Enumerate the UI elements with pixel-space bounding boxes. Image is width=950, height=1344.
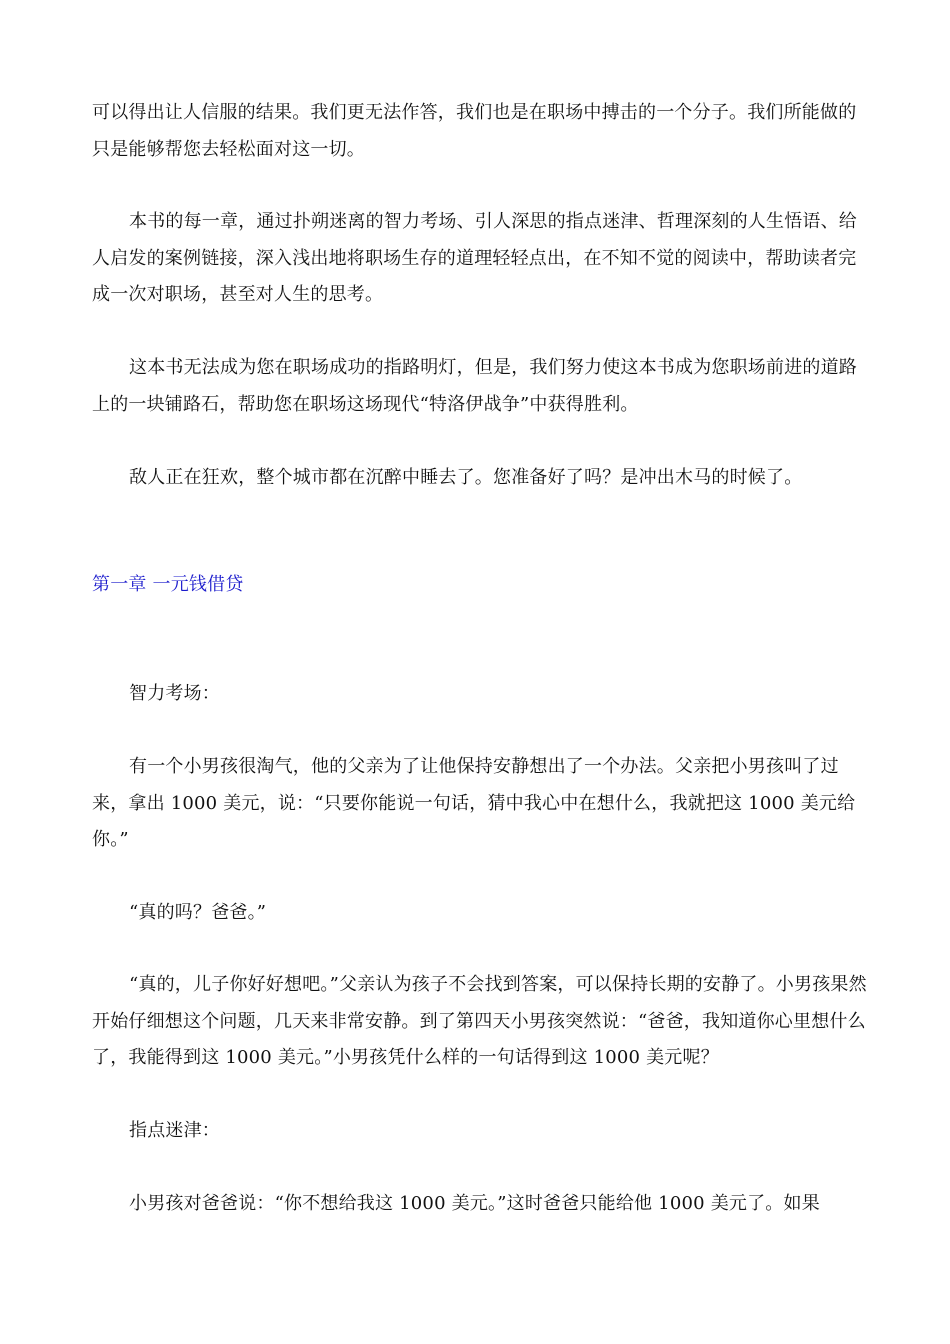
story-paragraph-setup: 有一个小男孩很淘气，他的父亲为了让他保持安静想出了一个办法。父亲把小男孩叫了过来，拿出 1000 美元，说：“只要你能说一句话，猜中我心中在想什么，我就把这 1000 美元给你。” xyxy=(92,756,856,850)
intro-paragraph-chapters: 本书的每一章，通过扑朔迷离的智力考场、引人深思的指点迷津、哲理深刻的人生悟语、给人启发的案例链接，深入浅出地将职场生存的道理轻轻点出，在不知不觉的阅读中，帮助读者完成一次对职场，甚至对人生的思考。 xyxy=(92,211,857,305)
section-heading-quiz: 智力考场： xyxy=(129,683,220,704)
intro-paragraph-trojan-horse: 敌人正在狂欢，整个城市都在沉醉中睡去了。您准备好了吗？是冲出木马的时候了。 xyxy=(129,467,803,488)
intro-paragraph-stepping-stone: 这本书无法成为您在职场成功的指路明灯，但是，我们努力使这本书成为您职场前进的道路上的一块铺路石，帮助您在职场这场现代“特洛伊战争”中获得胜利。 xyxy=(92,357,857,415)
story-paragraph-response: “真的，儿子你好好想吧。”父亲认为孩子不会找到答案，可以保持长期的安静了。小男孩果然开始仔细想这个问题，几天来非常安静。到了第四天小男孩突然说：“爸爸，我知道你心里想什么了，我能得到这 1000 美元。”小男孩凭什么样的一句话得到这 1000 美元呢？ xyxy=(92,974,867,1068)
answer-paragraph: 小男孩对爸爸说：“你不想给我这 1000 美元。”这时爸爸只能给他 1000 美元了。如果 xyxy=(129,1193,820,1214)
story-paragraph-question: “真的吗？爸爸。” xyxy=(129,902,267,923)
chapter-heading: 第一章 一元钱借贷 xyxy=(92,574,244,595)
intro-paragraph-continued: 可以得出让人信服的结果。我们更无法作答，我们也是在职场中搏击的一个分子。我们所能做的只是能够帮您去轻松面对这一切。 xyxy=(92,102,857,160)
section-heading-guide: 指点迷津： xyxy=(129,1120,220,1141)
